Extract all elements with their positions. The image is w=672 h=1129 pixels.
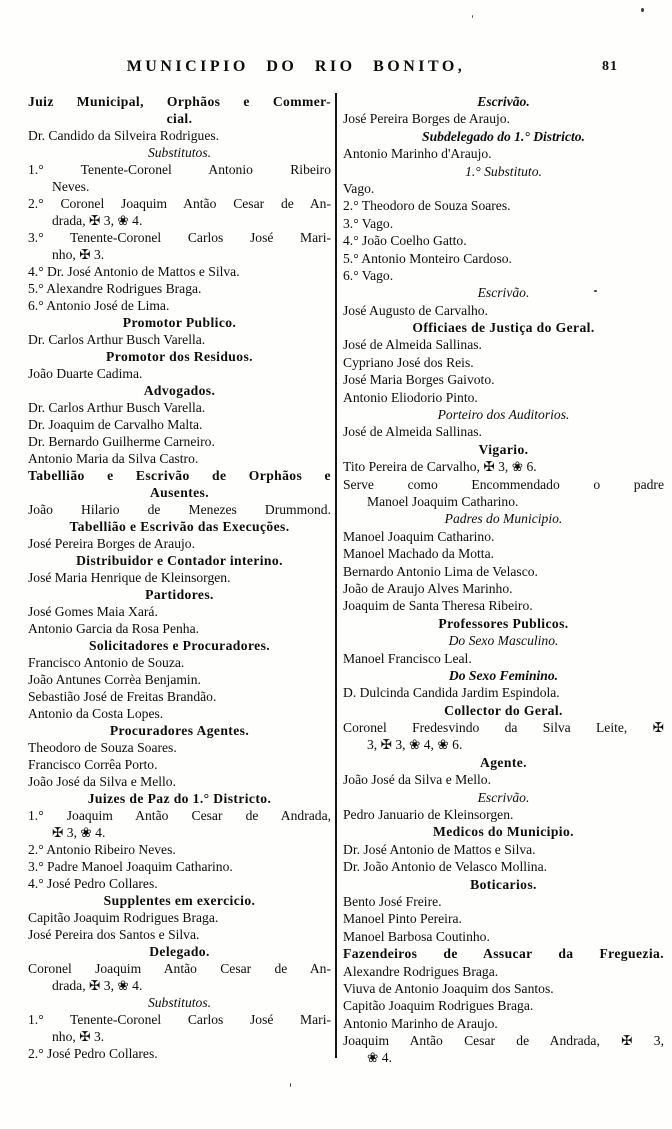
text-line: Capitão Joaquim Rodrigues Braga. (28, 910, 219, 925)
text-line: Do Sexo Masculino. (448, 633, 559, 649)
left-column (28, 93, 331, 1099)
text-line: Solicitadores e Procuradores. (88, 638, 271, 653)
text-line: Supplentes em exercicio. (103, 893, 256, 908)
text-line: drada, ✠ 3, ❀ 4. (52, 213, 143, 228)
text-line: Antonio Marinho d'Araujo. (343, 146, 492, 162)
text-line: 2.° José Pedro Collares. (28, 1046, 158, 1061)
text-line: Coronel Fredesvindo da Silva Leite, ✠ (343, 720, 664, 736)
text-line: Antonio Marinho de Araujo. (343, 1015, 498, 1031)
text-line: D. Dulcinda Candida Jardim Espindola. (343, 685, 560, 701)
text-line: José Augusto de Carvalho. (343, 302, 488, 318)
text-line: 2.° Antonio Ribeiro Neves. (28, 842, 176, 857)
text-line: Juiz Municipal, Orphãos e Commer- (28, 94, 331, 109)
text-line: Delegado. (149, 944, 210, 959)
text-line: cial. (166, 111, 193, 126)
two-column-body (28, 93, 664, 1099)
text-line: Manoel Joaquim Catharino. (367, 493, 519, 509)
text-line: Do Sexo Feminino. (448, 667, 559, 683)
scan-speck (290, 1083, 291, 1087)
text-line: Tabellião e Escrivão de Orphãos e (28, 468, 331, 483)
page-header (0, 58, 672, 84)
text-line: Ausentes. (149, 485, 210, 500)
text-line: Advogados. (143, 383, 216, 398)
text-line: Manoel Pinto Pereira. (343, 911, 462, 927)
text-line: Procuradores Agentes. (109, 723, 250, 738)
text-line: Neves. (52, 179, 90, 194)
text-line: Sebastião José de Freitas Brandão. (28, 689, 217, 704)
text-line: Antonio da Costa Lopes. (28, 706, 164, 721)
text-line: Partidores. (145, 587, 214, 602)
text-line: Fazendeiros de Assucar da Freguezia. (343, 946, 664, 962)
text-line: Dr. Bernardo Guilherme Carneiro. (28, 434, 215, 449)
text-line: 5.° Alexandre Rodrigues Braga. (28, 281, 202, 296)
text-line: Escrivão. (477, 285, 530, 301)
text-line: Bento José Freire. (343, 893, 442, 909)
text-line: Viuva de Antonio Joaquim dos Santos. (343, 980, 554, 996)
text-line: 1.° Tenente-Coronel Antonio Ribeiro (28, 162, 331, 177)
text-line: Joaquim Antão Cesar de Andrada, ✠ 3, (343, 1033, 664, 1049)
text-line: Padres do Municipio. (444, 511, 563, 527)
text-line: João Hilario de Menezes Drummond. (28, 502, 331, 517)
text-line: ✠ 3, ❀ 4. (52, 825, 106, 840)
text-line: Antonio Eliodorio Pinto. (343, 389, 478, 405)
text-line: Francisco Antonio de Souza. (28, 655, 185, 670)
text-line: Medicos do Municipio. (433, 824, 574, 840)
text-line: 1.° Tenente-Coronel Carlos José Mari- (28, 1012, 331, 1027)
text-line: Capitão Joaquim Rodrigues Braga. (343, 998, 534, 1014)
text-line: Agente. (480, 754, 527, 770)
text-line: Pedro Januario de Kleinsorgen. (343, 807, 514, 823)
scan-speck (472, 15, 473, 18)
text-line: José de Almeida Sallinas. (343, 424, 482, 440)
text-line: 3.° Padre Manoel Joaquim Catharino. (28, 859, 233, 874)
text-line: Manoel Francisco Leal. (343, 650, 472, 666)
text-line: 3, ✠ 3, ❀ 4, ❀ 6. (367, 737, 463, 753)
text-line: Cypriano José dos Reis. (343, 354, 474, 370)
text-line: Distribuidor e Contador interino. (76, 553, 283, 568)
text-line: João José da Silva e Mello. (343, 772, 491, 788)
text-line: José Maria Borges Gaivoto. (343, 372, 495, 388)
text-line: 5.° Antonio Monteiro Cardoso. (343, 250, 512, 266)
text-line: João Duarte Cadima. (28, 366, 143, 381)
text-line: drada, ✠ 3, ❀ 4. (52, 978, 143, 993)
text-line: 1.° Substituto. (465, 163, 542, 179)
text-line: Promotor dos Residuos. (106, 349, 253, 364)
text-line: Substitutos. (147, 145, 212, 160)
text-line: Escrivão. (477, 94, 530, 109)
text-line: Manoel Joaquim Catharino. (343, 528, 495, 544)
text-line: Antonio Maria da Silva Castro. (28, 451, 199, 466)
text-line: Boticarios. (470, 876, 537, 892)
text-line: José Pereira Borges de Araujo. (28, 536, 195, 551)
scan-speck (594, 290, 597, 292)
text-line: 1.° Joaquim Antão Cesar de Andrada, (28, 808, 331, 823)
text-line: João Antunes Corrèa Benjamin. (28, 672, 201, 687)
text-line: Substitutos. (147, 995, 212, 1010)
text-line: Tabellião e Escrivão das Execuções. (69, 519, 290, 534)
text-line: Juizes de Paz do 1.° Districto. (87, 791, 272, 806)
text-line: 6.° Antonio José de Lima. (28, 298, 170, 313)
text-line: Dr. João Antonio de Velasco Mollina. (343, 859, 548, 875)
text-line: Dr. Carlos Arthur Busch Varella. (28, 400, 206, 415)
scan-speck (641, 8, 644, 12)
text-line: Theodoro de Souza Soares. (28, 740, 177, 755)
text-line: Coronel Joaquim Antão Cesar de An- (28, 961, 331, 976)
text-line: Collector do Geral. (444, 702, 563, 718)
text-line: Professores Publicos. (438, 615, 569, 631)
text-line: Dr. José Antonio de Mattos e Silva. (343, 841, 536, 857)
text-line: José de Almeida Sallinas. (343, 337, 482, 353)
text-line: Manoel Barbosa Coutinho. (343, 928, 490, 944)
text-line: Subdelegado do 1.° Districto. (422, 128, 585, 144)
text-line: nho, ✠ 3. (52, 247, 105, 262)
right-column (337, 93, 664, 1099)
text-line: João de Araujo Alves Marinho. (343, 580, 513, 596)
text-line: Promotor Publico. (122, 315, 237, 330)
text-line: Antonio Garcia da Rosa Penha. (28, 621, 200, 636)
text-line: 4.° José Pedro Collares. (28, 876, 158, 891)
text-line: ❀ 4. (367, 1050, 392, 1066)
text-line: Dr. Joaquim de Carvalho Malta. (28, 417, 203, 432)
text-line: Officiaes de Justiça do Geral. (412, 320, 595, 336)
text-line: Vigario. (478, 441, 529, 457)
text-line: Serve como Encommendado o padre (343, 476, 664, 492)
text-line: Porteiro dos Auditorios. (437, 407, 570, 423)
text-line: Tito Pereira de Carvalho, ✠ 3, ❀ 6. (343, 459, 537, 475)
text-line: José Maria Henrique de Kleinsorgen. (28, 570, 231, 585)
text-line: Francisco Corrêa Porto. (28, 757, 158, 772)
page-number: 81 (602, 59, 618, 74)
text-line: 3.° Vago. (343, 215, 394, 231)
text-line: Joaquim de Santa Theresa Ribeiro. (343, 598, 533, 614)
text-line: 6.° Vago. (343, 267, 394, 283)
text-line: José Gomes Maia Xará. (28, 604, 158, 619)
text-line: 2.° Coronel Joaquim Antão Cesar de An- (28, 196, 331, 211)
text-line: 4.° João Coelho Gatto. (343, 233, 467, 249)
text-line: José Pereira dos Santos e Silva. (28, 927, 200, 942)
text-line: José Pereira Borges de Araujo. (343, 111, 510, 127)
text-line: 2.° Theodoro de Souza Soares. (343, 198, 511, 214)
text-line: Alexandre Rodrigues Braga. (343, 963, 499, 979)
text-line: Manoel Machado da Motta. (343, 546, 494, 562)
text-line: João José da Silva e Mello. (28, 774, 176, 789)
text-line: Dr. Carlos Arthur Busch Varella. (28, 332, 206, 347)
text-line: Vago. (343, 180, 375, 196)
text-line: Bernardo Antonio Lima de Velasco. (343, 563, 538, 579)
text-line: 3.° Tenente-Coronel Carlos José Mari- (28, 230, 331, 245)
text-line: Escrivão. (477, 789, 530, 805)
text-line: Dr. Candido da Silveira Rodrigues. (28, 128, 220, 143)
text-line: nho, ✠ 3. (52, 1029, 105, 1044)
page-title: MUNICIPIO DO RIO BONITO, (126, 58, 466, 75)
text-line: 4.° Dr. José Antonio de Mattos e Silva. (28, 264, 240, 279)
